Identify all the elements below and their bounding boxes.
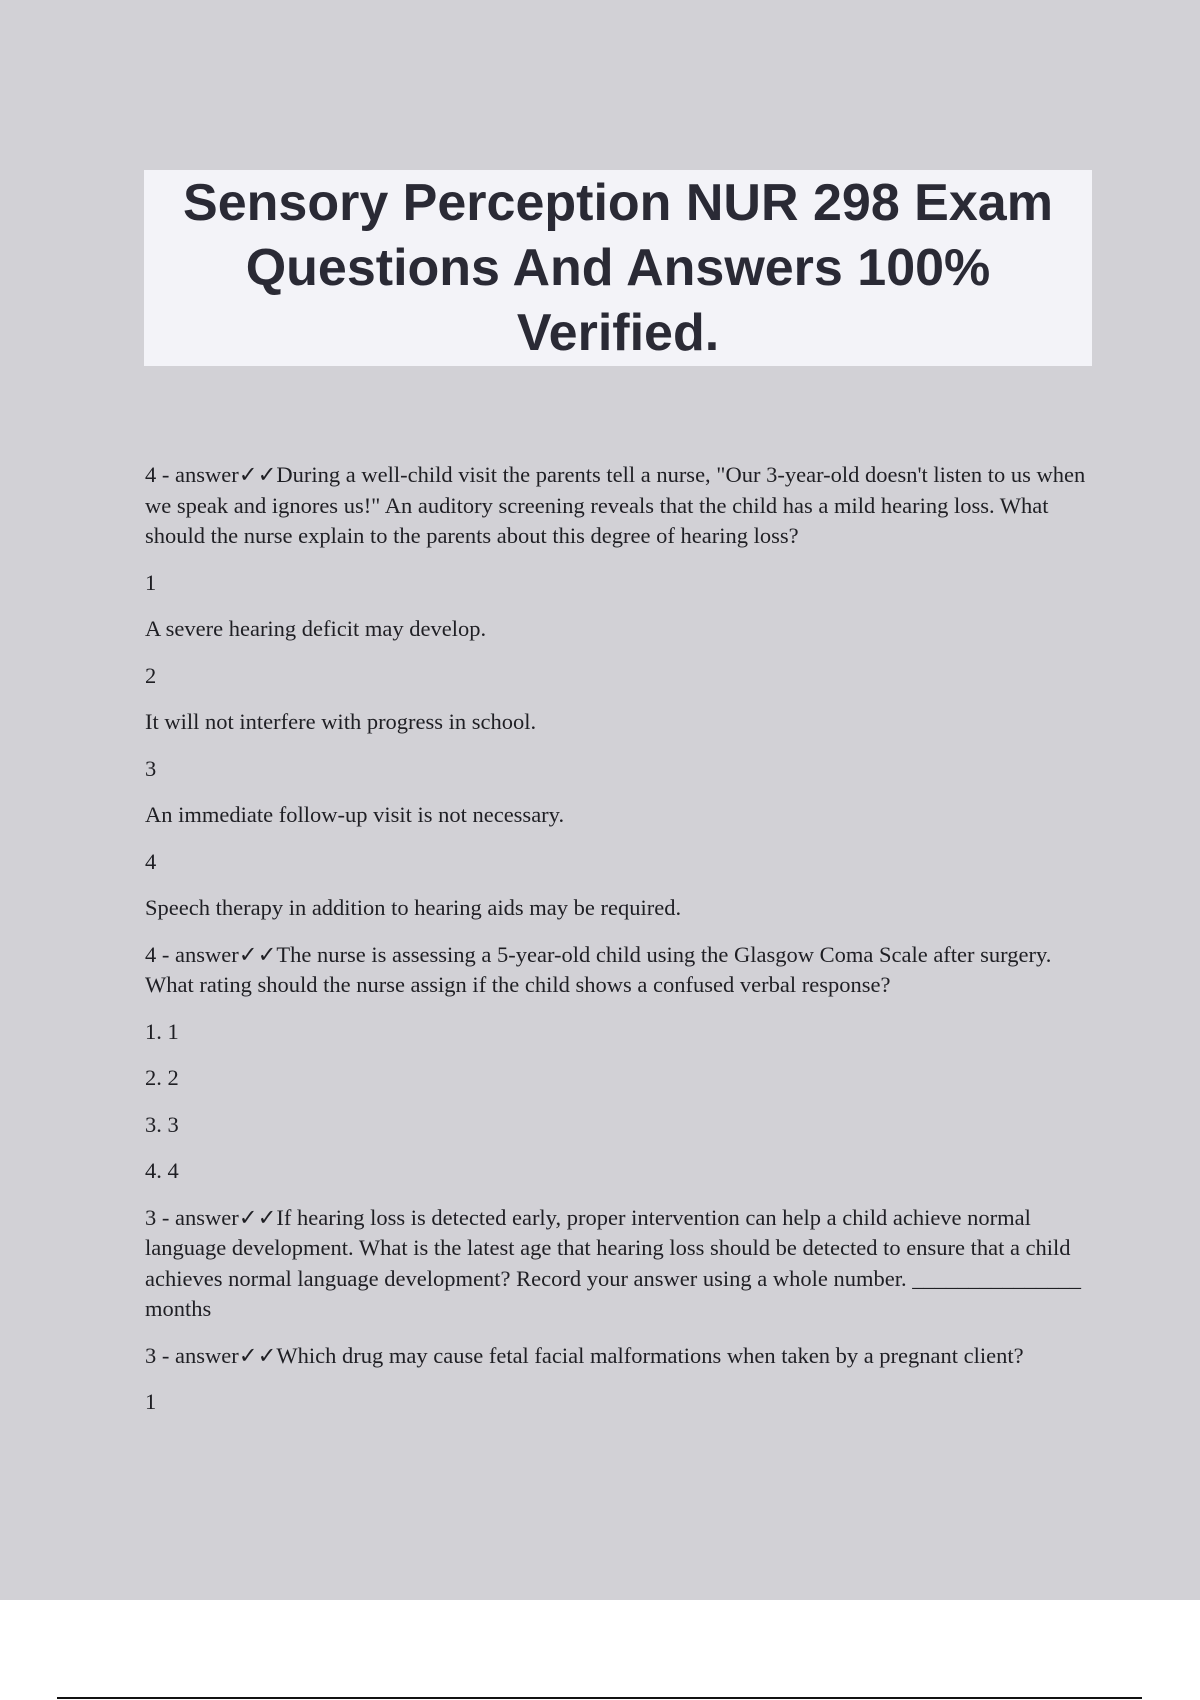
option-text: 4. 4 bbox=[145, 1158, 179, 1183]
option-number: 1 bbox=[145, 569, 157, 595]
question-1: 4 - answer✓✓During a well-child visit the parents tell a nurse, "Our 3-year-old doesn't listen to us when we speak and ignores us!" An auditory screening reveals that the child has a mild hearing loss. What should the nurse explain to the parents about this degree of hearing loss? bbox=[145, 462, 1086, 548]
question-2: 4 - answer✓✓The nurse is assessing a 5-year-old child using the Glasgow Coma Scale after surgery. What rating should the nurse assign if the child shows a confused verbal response? bbox=[145, 941, 1052, 997]
document-title: Sensory Perception NUR 298 Exam Questions And Answers 100% Verified. bbox=[183, 173, 1053, 362]
document-body bbox=[145, 460, 1090, 1434]
option-text: It will not interfere with progress in school. bbox=[145, 709, 537, 734]
option-text: Speech therapy in addition to hearing aids may be required. bbox=[145, 895, 682, 920]
option-number: 4 bbox=[145, 848, 157, 874]
option-number: 1 bbox=[145, 1389, 157, 1414]
option-text: 2. 2 bbox=[145, 1065, 179, 1090]
option-number: 3 bbox=[145, 755, 157, 781]
title-box bbox=[144, 170, 1092, 366]
option-number: 2 bbox=[145, 662, 157, 688]
option-text: A severe hearing deficit may develop. bbox=[145, 616, 487, 641]
option-text: 3. 3 bbox=[145, 1111, 179, 1137]
question-3: 3 - answer✓✓If hearing loss is detected early, proper intervention can help a child achieve normal language development. What is the latest age that hearing loss should be detected to ensure that a child achieves normal language development? Record your answer using a whole number. _______________ months bbox=[145, 1204, 1082, 1321]
option-text: An immediate follow-up visit is not necessary. bbox=[145, 802, 565, 827]
page-separator-line bbox=[57, 1697, 1142, 1699]
question-4: 3 - answer✓✓Which drug may cause fetal facial malformations when taken by a pregnant client? bbox=[145, 1342, 1024, 1368]
option-text: 1. 1 bbox=[145, 1018, 179, 1044]
